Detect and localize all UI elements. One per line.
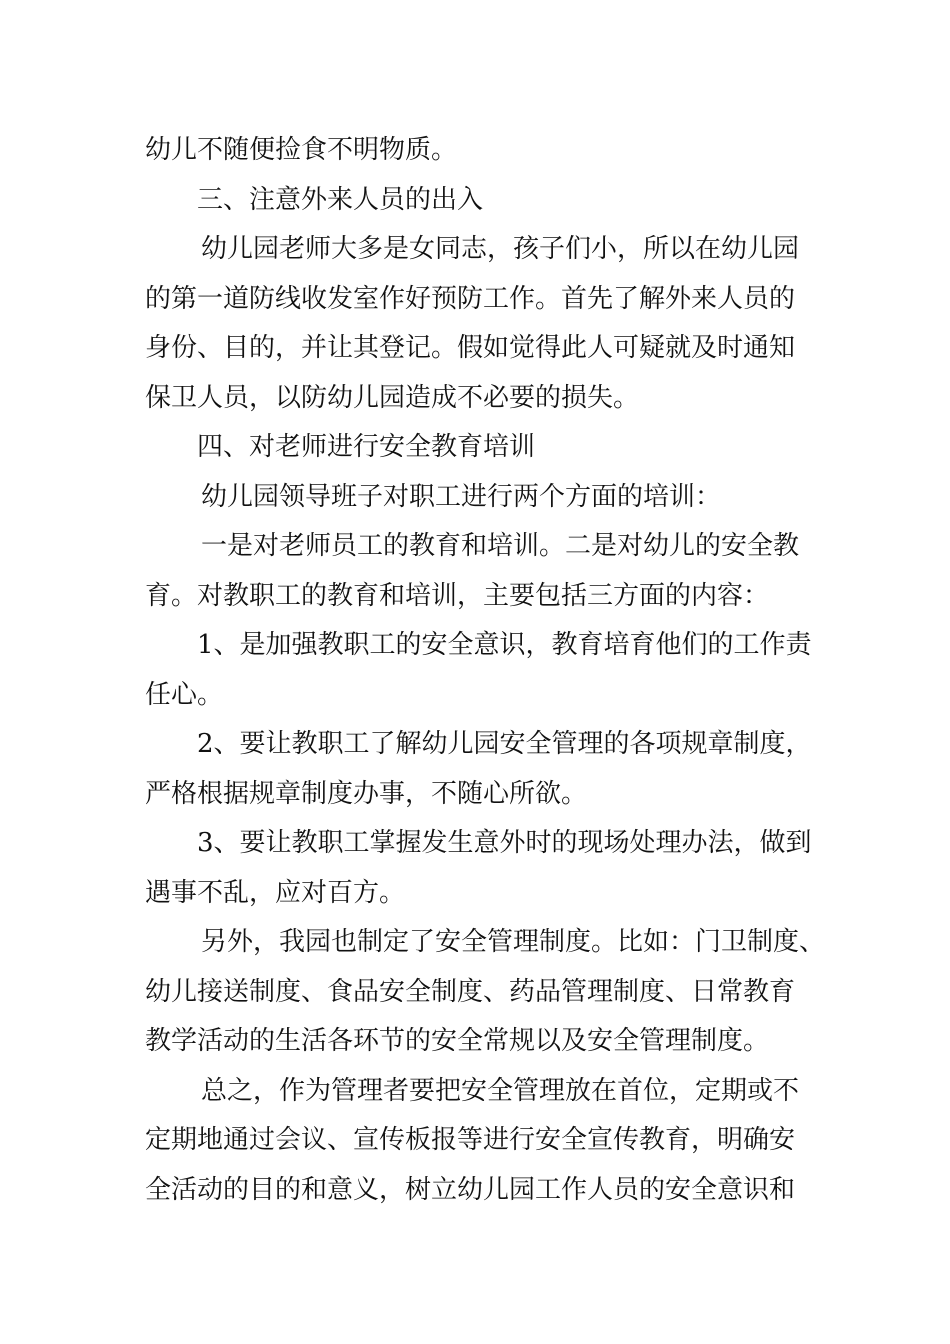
- text-line: 身份、目的，并让其登记。假如觉得此人可疑就及时通知: [145, 333, 796, 363]
- text-line: 遇事不乱，应对百方。: [145, 877, 406, 908]
- section-heading: 四、对老师进行安全教育培训: [197, 432, 536, 462]
- text-line: 幼儿园老师大多是女同志，孩子们小，所以在幼儿园: [201, 234, 800, 264]
- text-line: 另外，我园也制定了安全管理制度。比如：门卫制度、: [201, 927, 826, 957]
- list-item: 1、是加强教职工的安全意识，教育培育他们的工作责: [197, 630, 812, 660]
- text-line: 保卫人员，以防幼儿园造成不必要的损失。: [145, 382, 640, 413]
- list-item: 2、要让教职工了解幼儿园安全管理的各项规章制度，: [197, 729, 812, 759]
- text-line: 严格根据规章制度办事，不随心所欲。: [145, 778, 588, 809]
- text-line: 的第一道防线收发室作好预防工作。首先了解外来人员的: [145, 283, 796, 314]
- text-line: 幼儿园领导班子对职工进行两个方面的培训：: [201, 481, 722, 512]
- text-line: 育。对教职工的教育和培训，主要包括三方面的内容：: [145, 580, 770, 611]
- text-line: 一是对老师员工的教育和培训。二是对幼儿的安全教: [201, 531, 800, 561]
- text-line: 总之，作为管理者要把安全管理放在首位，定期或不: [201, 1075, 800, 1106]
- text-line: 全活动的目的和意义，树立幼儿园工作人员的安全意识和: [145, 1174, 796, 1205]
- list-item: 3、要让教职工掌握发生意外时的现场处理办法，做到: [197, 828, 812, 858]
- text-line: 幼儿不随便捡食不明物质。: [145, 135, 458, 165]
- text-line: 教学活动的生活各环节的安全常规以及安全管理制度。: [145, 1026, 770, 1056]
- text-line: 任心。: [145, 679, 224, 710]
- text-line: 定期地通过会议、宣传板报等进行安全宣传教育，明确安: [145, 1125, 796, 1155]
- text-line: 幼儿接送制度、食品安全制度、药品管理制度、日常教育: [145, 976, 796, 1007]
- body-text: [145, 126, 845, 1215]
- section-heading: 三、注意外来人员的出入: [197, 184, 484, 215]
